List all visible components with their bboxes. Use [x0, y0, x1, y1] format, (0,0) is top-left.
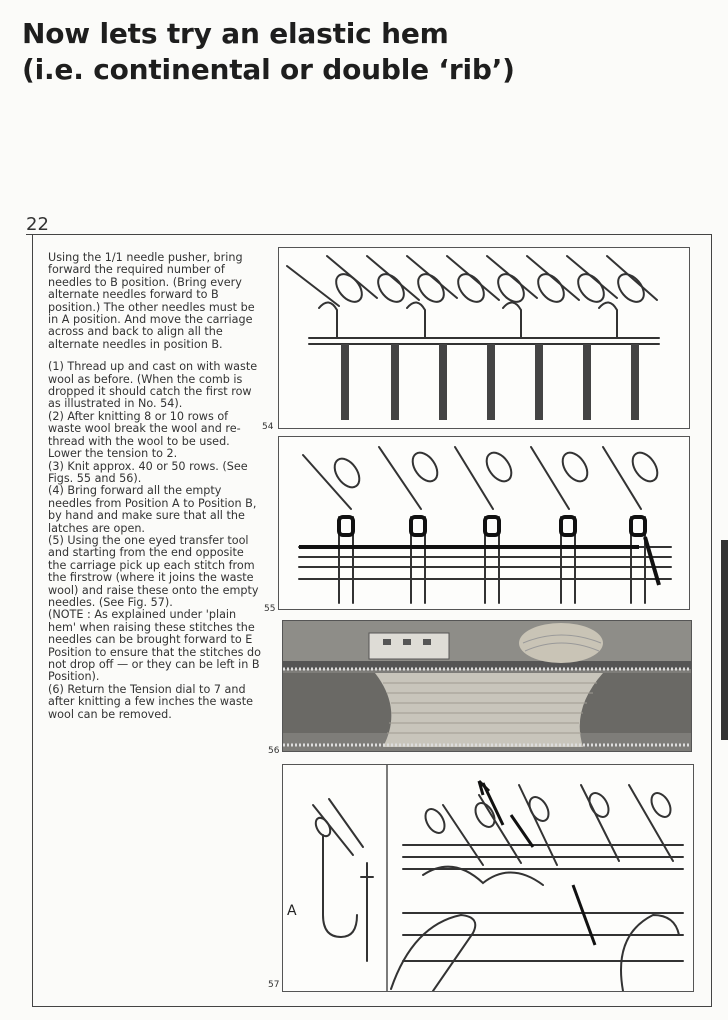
title-line-1: Now lets try an elastic hem	[22, 17, 449, 50]
figure-57-label-a: A	[287, 903, 297, 919]
frame-right-rule	[711, 234, 712, 1006]
step-1: (1) Thread up and cast on with waste wool as before. (When the comb is dropped it should catch the first row as illustrated in No. 54).	[48, 360, 258, 411]
frame-top-rule	[26, 234, 712, 235]
figure-56	[282, 620, 692, 752]
figure-55-number: 55	[264, 604, 276, 614]
figure-54-number: 54	[262, 422, 274, 432]
figure-55	[278, 436, 690, 610]
page-number: 22	[26, 214, 49, 235]
figure-57-number: 57	[268, 980, 280, 990]
figure-55-illustration	[279, 437, 689, 609]
step-2: (2) After knitting 8 or 10 rows of waste wool break the wool and re-thread with the wool to be used. Lower the tension to 2.	[48, 409, 241, 461]
step-4: (4) Bring forward all the empty needles from Position A to Position B, by hand and make sure that all the latches are open.	[48, 484, 257, 535]
step-6: (6) Return the Tension dial to 7 and after knitting a few inches the waste wool can be removed.	[48, 682, 253, 721]
frame-left-rule	[32, 234, 33, 1006]
step-5: (5) Using the one eyed transfer tool and starting from the end opposite the carriage pick up each stitch from the firstrow (where it joins the waste wool) and raise these onto the empty needles. (See Fig. 57).	[48, 533, 259, 609]
figure-57	[282, 764, 694, 992]
figure-57-illustration	[283, 765, 693, 991]
figure-56-number: 56	[268, 746, 280, 756]
step-note: (NOTE : As explained under 'plain hem' when raising these stitches the needles can be brought forward to E Position to ensure that the stitches do not drop off — or they can be left in B Position).	[48, 608, 261, 684]
title-line-2: (i.e. continental or double ‘rib’)	[22, 53, 515, 86]
intro-paragraph: Using the 1/1 needle pusher, bring forward the required number of needles to B position. (Bring every alternate needles forward to B position.) The other needles must be in A position. And move the carriage across and back to align all the alternate needles in position B.	[48, 251, 255, 351]
steps-list	[48, 361, 262, 721]
instructions-column	[48, 252, 262, 721]
figure-54	[278, 247, 690, 429]
figure-56-photo	[283, 621, 691, 751]
frame-bottom-rule	[32, 1006, 712, 1007]
page-title	[22, 16, 515, 88]
figure-54-illustration	[279, 248, 689, 428]
step-3: (3) Knit approx. 40 or 50 rows. (See Figs. 55 and 56).	[48, 459, 248, 485]
page-edge-shadow	[721, 540, 728, 740]
